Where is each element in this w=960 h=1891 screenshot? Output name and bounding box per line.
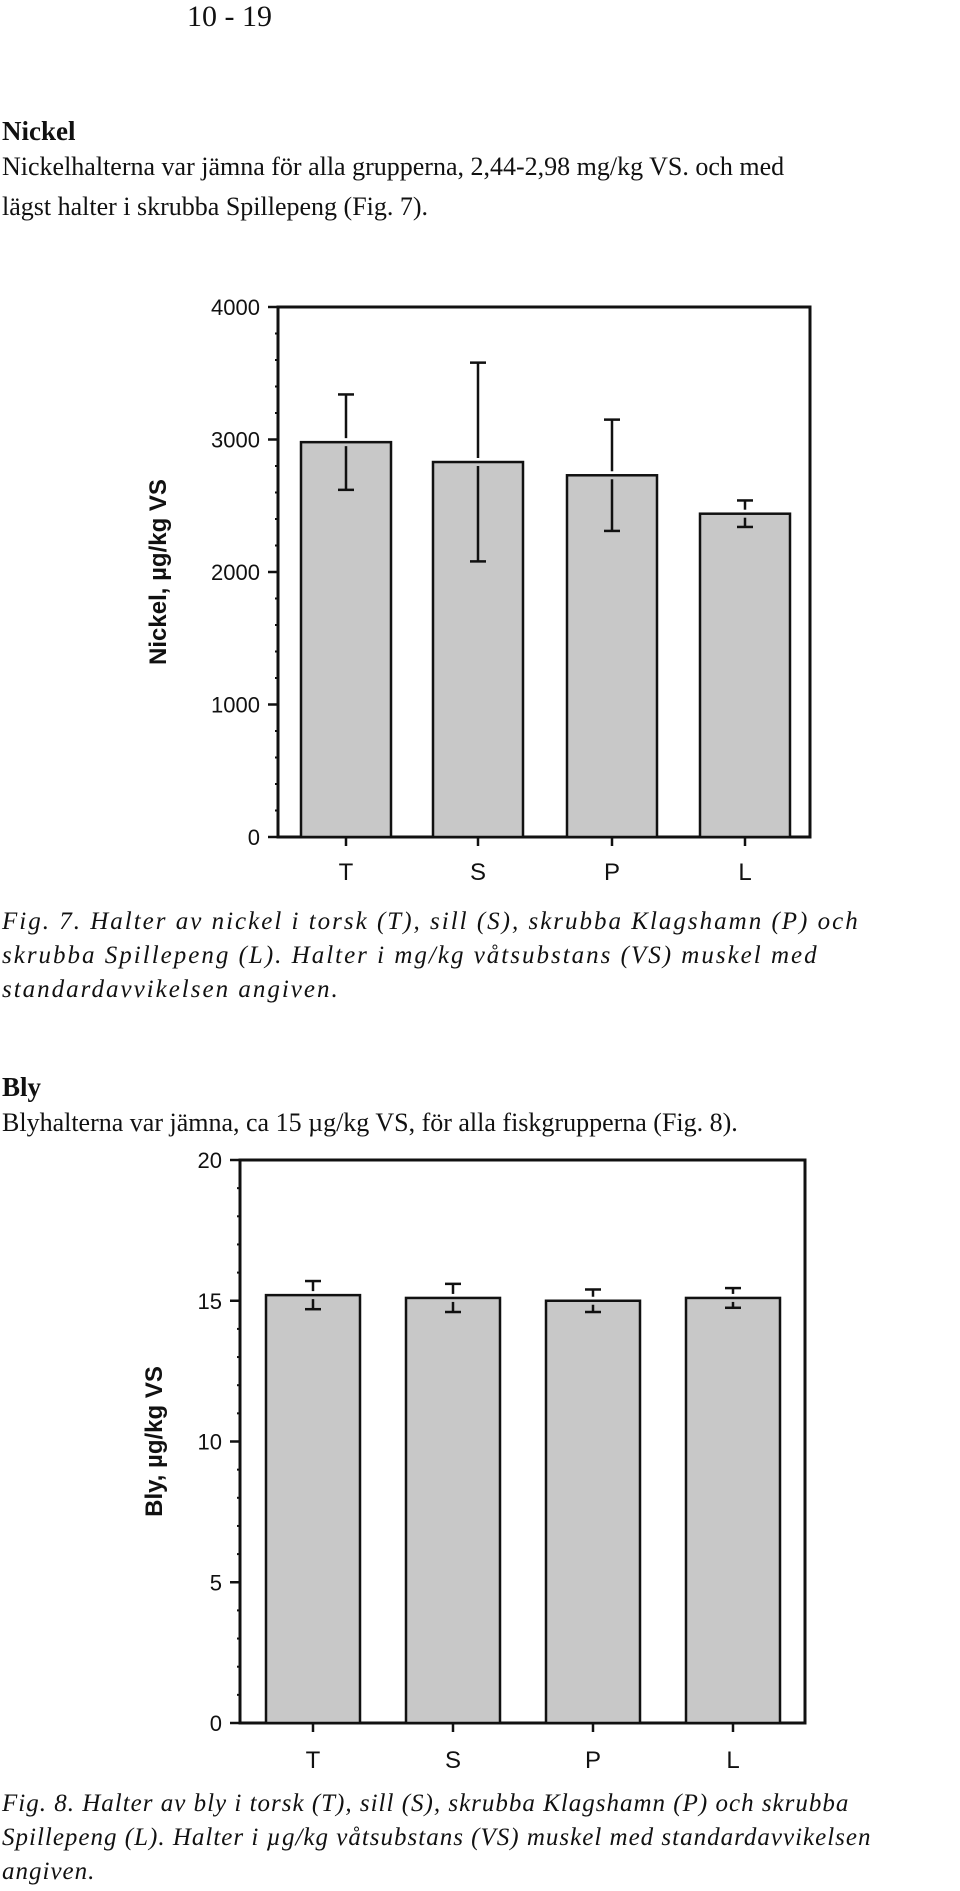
y-tick-label: 15 <box>197 1288 222 1314</box>
paragraph-nickel-line1: Nickelhalterna var jämna för alla grupperna, 2,44-2,98 mg/kg VS. och med <box>2 152 785 181</box>
figure-8-caption: Fig. 8. Halter av bly i torsk (T), sill (S), skrubba Klagshamn (P) och skrubba Spillepeng (L). Halter i µg/kg våtsubstans (VS) muskel med standardavvikelsen angiven. <box>2 1790 872 1885</box>
y-tick-label: 3000 <box>211 427 260 453</box>
paragraph-bly-line1: Blyhalterna var jämna, ca 15 µg/kg VS, för alla fiskgrupperna (Fig. 8). <box>2 1108 738 1137</box>
page-number: 10 - 19 <box>187 0 272 33</box>
section-heading-nickel: Nickel <box>2 116 76 146</box>
bly-bar-chart <box>0 1148 960 1778</box>
x-tick-label-P: P <box>603 859 621 886</box>
y-tick-label: 10 <box>197 1429 222 1455</box>
bar-L <box>700 514 790 837</box>
y-axis-label: Nickel, µg/kg VS <box>145 479 172 665</box>
y-tick-label: 4000 <box>211 295 260 320</box>
x-tick-label-L: L <box>738 859 752 886</box>
y-axis-label: Bly, µg/kg VS <box>141 1366 168 1517</box>
x-tick-label-L: L <box>726 1747 740 1774</box>
section-heading-bly: Bly <box>2 1072 42 1102</box>
bar-T <box>266 1295 360 1723</box>
bar-S <box>406 1298 500 1723</box>
paragraph-nickel-line2: lägst halter i skrubba Spillepeng (Fig. 7). <box>2 192 429 221</box>
y-tick-label: 2000 <box>211 560 260 585</box>
x-tick-label-S: S <box>444 1747 462 1774</box>
y-tick-label: 20 <box>197 1148 222 1173</box>
x-tick-label-P: P <box>584 1747 602 1774</box>
y-tick-label: 1000 <box>211 692 260 718</box>
x-tick-label-T: T <box>338 859 354 886</box>
nickel-bar-chart <box>0 240 960 890</box>
figure-7-caption: Fig. 7. Halter av nickel i torsk (T), sill (S), skrubba Klagshamn (P) och skrubba Spillepeng (L). Halter i mg/kg våtsubstans (VS) muskel med standardavvikelsen angiven. <box>2 908 860 1003</box>
y-tick-label: 0 <box>209 1711 222 1736</box>
bar-L <box>686 1298 780 1723</box>
x-tick-label-S: S <box>469 859 487 886</box>
bar-T <box>301 442 391 837</box>
y-tick-label: 5 <box>209 1570 222 1596</box>
bar-P <box>546 1301 640 1723</box>
y-tick-label: 0 <box>247 825 260 850</box>
x-tick-label-T: T <box>305 1747 321 1774</box>
